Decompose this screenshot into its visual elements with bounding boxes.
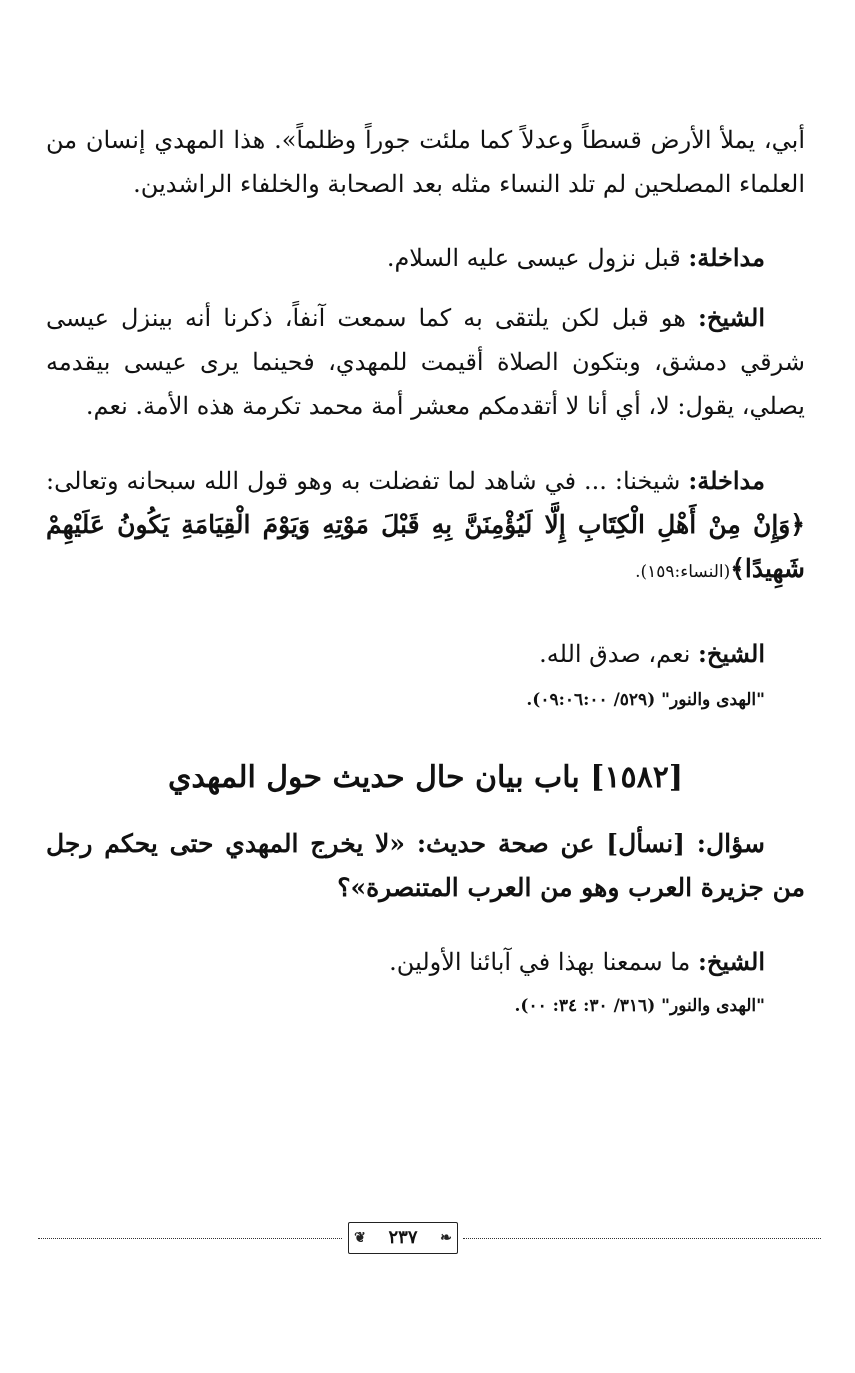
paragraph-text: قبل نزول عيسى عليه السلام.	[386, 244, 689, 272]
verse-citation: (النساء:١٥٩).	[635, 562, 731, 582]
paragraph-sheikh-answer-2	[46, 632, 805, 676]
speaker-label: مداخلة:	[688, 466, 765, 495]
heading-text: [١٥٨٢] باب بيان حال حديث حول المهدي	[167, 760, 684, 795]
source-reference-2	[46, 996, 805, 1016]
quran-verse: ﴿وَإِنْ مِنْ أَهْلِ الْكِتَابِ إِلَّا لَيُؤْمِنَنَّ بِهِ قَبْلَ مَوْتِهِ وَيَوْمَ الْقِيَامَةِ يَكُونُ عَلَيْهِمْ شَهِيدًا﴾	[46, 510, 805, 583]
paragraph-text: نعم، صدق الله.	[539, 640, 699, 668]
paragraph-text: شيخنا: ... في شاهد لما تفضلت به وهو قول الله سبحانه وتعالى:	[46, 467, 689, 495]
paragraph-continuation	[46, 118, 805, 206]
page-footer	[38, 1222, 821, 1256]
paragraph-interjection-2	[46, 459, 805, 594]
question-paragraph	[46, 822, 805, 910]
paragraph-text: أبي، يملأ الأرض قسطاً وعدلاً كما ملئت جوراً وظلماً». هذا المهدي إنسان من العلماء المصلحين لم تلد النساء مثله بعد الصحابة والخلفاء الراشدين.	[46, 126, 805, 198]
paragraph-sheikh-answer-3	[46, 940, 805, 984]
speaker-label: الشيخ:	[698, 303, 765, 332]
ornament-icon: ❧	[440, 1230, 452, 1246]
speaker-label: الشيخ:	[698, 947, 765, 976]
page-number: ٢٣٧	[388, 1227, 418, 1248]
source-reference-1	[46, 690, 805, 710]
paragraph-interjection-1	[46, 236, 805, 280]
speaker-label: مداخلة:	[688, 243, 765, 272]
speaker-label: الشيخ:	[698, 639, 765, 668]
footer-divider-right	[463, 1238, 821, 1239]
page-number-box	[348, 1222, 458, 1254]
ornament-icon: ❦	[354, 1230, 366, 1246]
footer-divider-left	[38, 1238, 342, 1239]
paragraph-text: هو قبل لكن يلتقى به كما سمعت آنفاً، ذكرنا أنه بينزل عيسى شرقي دمشق، وبتكون الصلاة أقيمت للمهدي، فحينما يرى عيسى بيقدمه يصلي، يقول: لا، أي أنا لا أتقدمكم معشر أمة محمد تكرمة هذه الأمة. نعم.	[46, 304, 805, 420]
question-text: سؤال: [نسأل] عن صحة حديث: «لا يخرج المهدي حتى يحكم رجل من جزيرة العرب وهو من العرب المتنصرة»؟	[46, 829, 805, 902]
paragraph-sheikh-answer-1	[46, 296, 805, 428]
reference-text: "الهدى والنور" (٥٢٩/ ٠٩:٠٦:٠٠).	[526, 690, 765, 710]
section-heading	[46, 754, 805, 802]
reference-text: "الهدى والنور" (٣١٦/ ٣٠: ٣٤: ٠٠).	[514, 996, 765, 1016]
paragraph-text: ما سمعنا بهذا في آبائنا الأولين.	[389, 948, 699, 976]
